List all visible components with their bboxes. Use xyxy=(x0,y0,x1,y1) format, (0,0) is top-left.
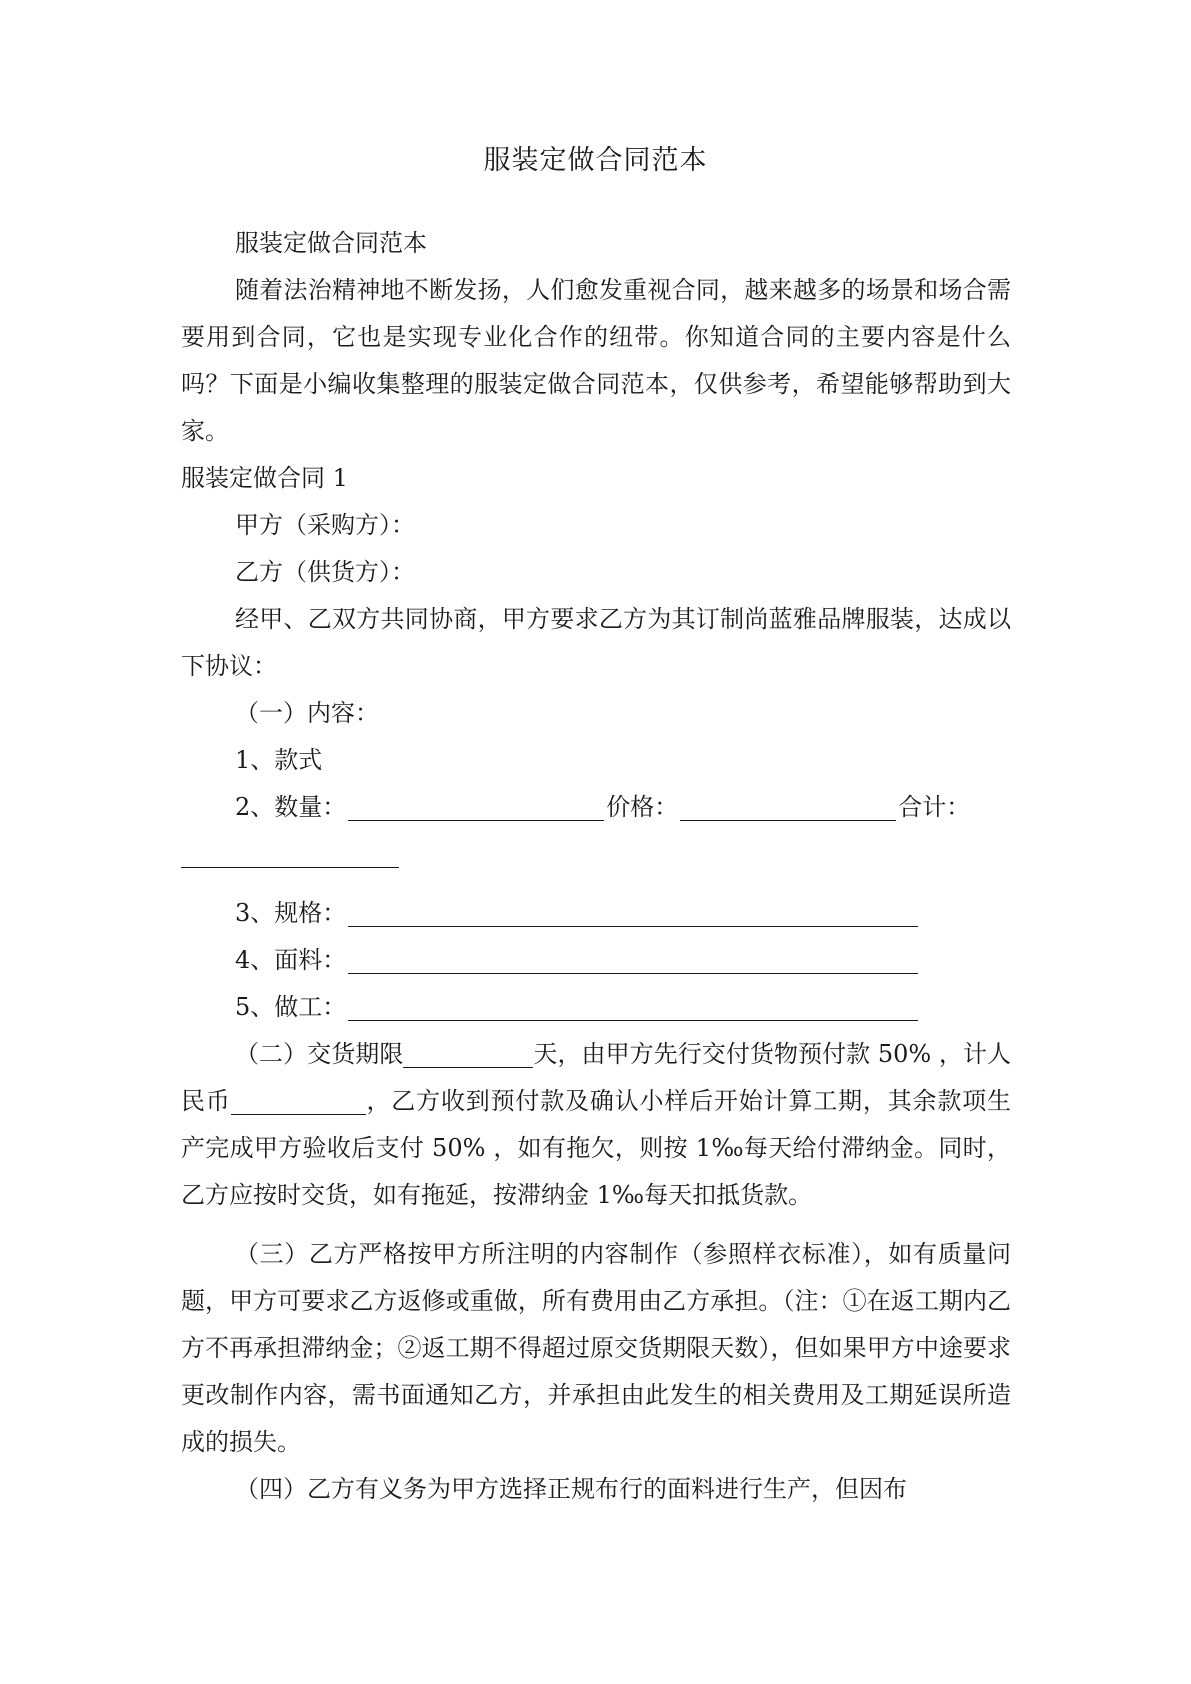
workmanship-label: 5、做工： xyxy=(235,993,347,1021)
item-workmanship-line xyxy=(181,984,1011,1031)
intro-heading: 服装定做合同范本 xyxy=(235,229,427,257)
quantity-blank xyxy=(348,790,604,821)
item-style: 1、款式 xyxy=(235,746,323,774)
item-fabric-line xyxy=(181,937,1011,984)
delivery-days-blank xyxy=(403,1037,533,1068)
item-spec-line xyxy=(181,890,1011,937)
document-body xyxy=(181,220,1011,1513)
spec-blank xyxy=(348,896,918,927)
section-4-paragraph: （四）乙方有义务为甲方选择正规布行的面料进行生产，但因布 xyxy=(235,1475,907,1503)
item-quantity-line xyxy=(181,784,1011,831)
fabric-label: 4、面料： xyxy=(235,946,347,974)
section-1-heading: （一）内容： xyxy=(235,699,379,727)
delivery-text: 天，由甲方先行交付货物预付款 50% ，计人民币 xyxy=(181,1040,1011,1115)
fabric-blank xyxy=(348,943,918,974)
rmb-amount-blank xyxy=(231,1084,366,1115)
total-blank xyxy=(181,837,399,868)
section-2-paragraph xyxy=(181,1031,1011,1219)
total-label: 合计： xyxy=(898,793,971,821)
party-a-line: 甲方（采购方）： xyxy=(235,511,415,539)
delivery-label: （二）交货期限 xyxy=(235,1040,404,1068)
contract-heading: 服装定做合同 1 xyxy=(181,464,348,492)
party-b-line: 乙方（供货方）： xyxy=(235,558,415,586)
payment-terms-text: ，乙方收到预付款及确认小样后开始计算工期，其余款项生产完成甲方验收后支付 50% ，如有拖欠，则按 1‰每天给付滞纳金。同时，乙方应按时交货，如有拖延，按滞纳金 1‰每天扣抵货款。 xyxy=(181,1087,1012,1209)
workmanship-blank xyxy=(348,990,918,1021)
section-3-paragraph: （三）乙方严格按甲方所注明的内容制作（参照样衣标准），如有质量问题，甲方可要求乙方返修或重做，所有费用由乙方承担。（注：①在返工期内乙方不再承担滞纳金；②返工期不得超过原交货期限天数），但如果甲方中途要求更改制作内容，需书面通知乙方，并承担由此发生的相关费用及工期延误所造成的损失。 xyxy=(181,1240,1011,1456)
spacer xyxy=(181,878,1011,890)
total-blank-line xyxy=(181,831,1011,878)
spacer xyxy=(181,1219,1011,1231)
price-label: 价格： xyxy=(606,793,679,821)
quantity-label: 2、数量： xyxy=(235,793,347,821)
agreement-paragraph: 经甲、乙双方共同协商，甲方要求乙方为其订制尚蓝雅品牌服装，达成以下协议： xyxy=(181,605,1011,680)
price-blank xyxy=(680,790,896,821)
spec-label: 3、规格： xyxy=(235,899,347,927)
intro-paragraph: 随着法治精神地不断发扬，人们愈发重视合同，越来越多的场景和场合需要用到合同，它也是实现专业化合作的纽带。你知道合同的主要内容是什么吗？下面是小编收集整理的服装定做合同范本，仅供参考，希望能够帮助到大家。 xyxy=(181,276,1011,445)
document-title: 服装定做合同范本 xyxy=(483,145,708,176)
